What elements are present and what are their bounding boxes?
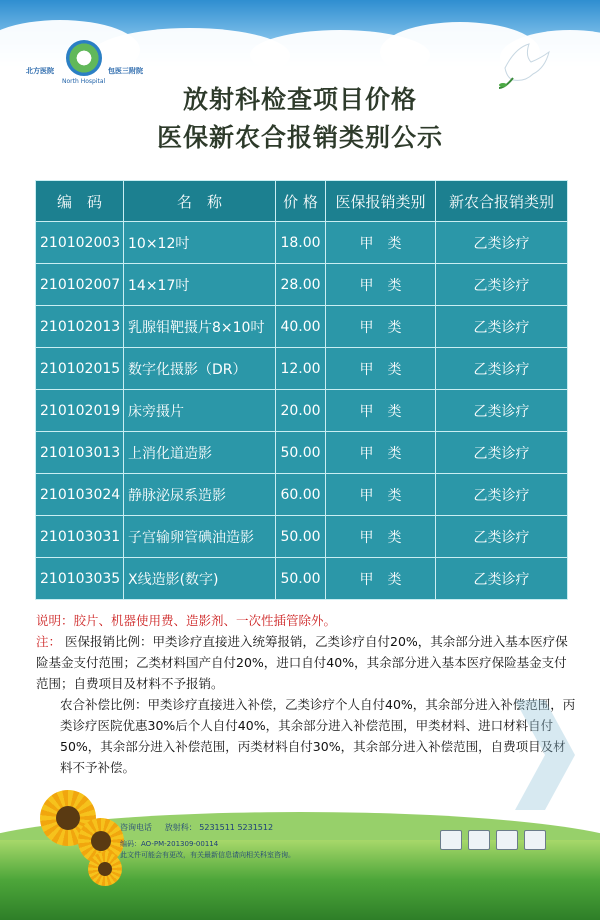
contact-phone: 5231511 5231512	[199, 823, 274, 832]
table-row	[36, 264, 568, 306]
wash-hands-icon	[524, 830, 546, 850]
cell-rural-category: 乙类诊疗	[436, 306, 568, 348]
cell-rural-category: 乙类诊疗	[436, 222, 568, 264]
cell-price: 12.00	[276, 348, 326, 390]
logo-english-text: North Hospital	[62, 78, 106, 85]
cell-price: 50.00	[276, 516, 326, 558]
cell-medical-category: 甲 类	[326, 222, 436, 264]
cell-name: 10×12吋	[124, 222, 276, 264]
logo-right-text: 包医三附院	[108, 67, 143, 75]
contact-label: 咨询电话	[120, 823, 152, 832]
cell-medical-category: 甲 类	[326, 558, 436, 600]
sunflower-icon	[88, 852, 122, 886]
price-table	[35, 180, 568, 600]
cell-price: 60.00	[276, 474, 326, 516]
page-title-line2: 医保新农合报销类别公示	[156, 123, 443, 152]
table-row	[36, 348, 568, 390]
header-rural-category: 新农合报销类别	[436, 181, 568, 222]
cell-code: 210103031	[36, 516, 124, 558]
footer-contact-row	[120, 822, 420, 833]
cell-name: 上消化道造影	[124, 432, 276, 474]
cell-code: 210102015	[36, 348, 124, 390]
cell-name: X线造影(数字)	[124, 558, 276, 600]
cell-name: 床旁摄片	[124, 390, 276, 432]
header-code: 编 码	[36, 181, 124, 222]
cell-medical-category: 甲 类	[326, 348, 436, 390]
cell-rural-category: 乙类诊疗	[436, 390, 568, 432]
cell-rural-category: 乙类诊疗	[436, 348, 568, 390]
cell-code: 210103024	[36, 474, 124, 516]
cell-medical-category: 甲 类	[326, 474, 436, 516]
cell-code: 210103035	[36, 558, 124, 600]
header-price: 价 格	[276, 181, 326, 222]
cell-medical-category: 甲 类	[326, 306, 436, 348]
cell-code: 210102013	[36, 306, 124, 348]
hospital-emblem-icon	[66, 40, 102, 76]
logo-left-text: 北方医院	[26, 67, 54, 75]
cell-price: 20.00	[276, 390, 326, 432]
page-title-line1: 放射科检查项目价格	[182, 85, 417, 114]
cell-rural-category: 乙类诊疗	[436, 432, 568, 474]
cell-rural-category: 乙类诊疗	[436, 516, 568, 558]
cell-code: 210102003	[36, 222, 124, 264]
cell-medical-category: 甲 类	[326, 390, 436, 432]
cell-rural-category: 乙类诊疗	[436, 264, 568, 306]
cell-medical-category: 甲 类	[326, 432, 436, 474]
table-row	[36, 390, 568, 432]
cell-name: 静脉泌尿系造影	[124, 474, 276, 516]
cell-rural-category: 乙类诊疗	[436, 474, 568, 516]
cell-medical-category: 甲 类	[326, 264, 436, 306]
header-medical-category: 医保报销类别	[326, 181, 436, 222]
no-smoking-icon	[440, 830, 462, 850]
table-header-row	[36, 181, 568, 222]
document-code: 编码：AO-PM-201309-00114	[120, 840, 219, 848]
table-row	[36, 306, 568, 348]
medical-insurance-text: 医保报销比例：甲类诊疗直接进入统筹报销，乙类诊疗自付20%，其余部分进入基本医疗保险基金支付范围；乙类材料国产自付20%，进口自付40%，其余部分进入基本医疗保险基金支付范围；自费项目及材料不予报销。	[36, 634, 568, 691]
cell-code: 210103013	[36, 432, 124, 474]
quiet-icon	[496, 830, 518, 850]
cell-medical-category: 甲 类	[326, 516, 436, 558]
cell-name: 乳腺钼靶摄片8×10吋	[124, 306, 276, 348]
table-row	[36, 558, 568, 600]
decorative-chevron-icon	[505, 690, 585, 820]
cell-price: 40.00	[276, 306, 326, 348]
cell-price: 50.00	[276, 432, 326, 474]
exclusion-note: 说明：胶片、机器使用费、造影剂、一次性插管除外。	[36, 613, 337, 628]
cell-price: 18.00	[276, 222, 326, 264]
cell-price: 28.00	[276, 264, 326, 306]
rural-cooperative-note: 农合补偿比例：甲类诊疗直接进入补偿，乙类诊疗个人自付40%，其余部分进入补偿范围，丙类诊疗医院优惠30%后个人自付40%，其余部分进入补偿范围，甲类材料、进口材料自付50%，其余部分进入补偿范围，丙类材料自付30%，其余部分进入补偿范围，自费项目及材料不予补偿。	[60, 697, 576, 775]
no-phone-icon	[468, 830, 490, 850]
notice-icons	[440, 830, 560, 856]
cell-code: 210102019	[36, 390, 124, 432]
notes-section	[36, 610, 576, 778]
table-row	[36, 222, 568, 264]
table-row	[36, 474, 568, 516]
cell-name: 14×17吋	[124, 264, 276, 306]
cell-rural-category: 乙类诊疗	[436, 558, 568, 600]
department-label: 放射科：	[164, 823, 197, 832]
medical-insurance-note	[36, 631, 576, 694]
cell-code: 210102007	[36, 264, 124, 306]
footer-info	[120, 822, 420, 861]
footer-disclaimer: 此文件可能会有更改，有关最新信息请向相关科室咨询。	[120, 851, 295, 859]
note-label: 注：	[36, 634, 62, 649]
table-row	[36, 432, 568, 474]
table-row	[36, 516, 568, 558]
cell-price: 50.00	[276, 558, 326, 600]
cell-name: 子宫输卵管碘油造影	[124, 516, 276, 558]
cell-name: 数字化摄影（DR）	[124, 348, 276, 390]
header-name: 名 称	[124, 181, 276, 222]
